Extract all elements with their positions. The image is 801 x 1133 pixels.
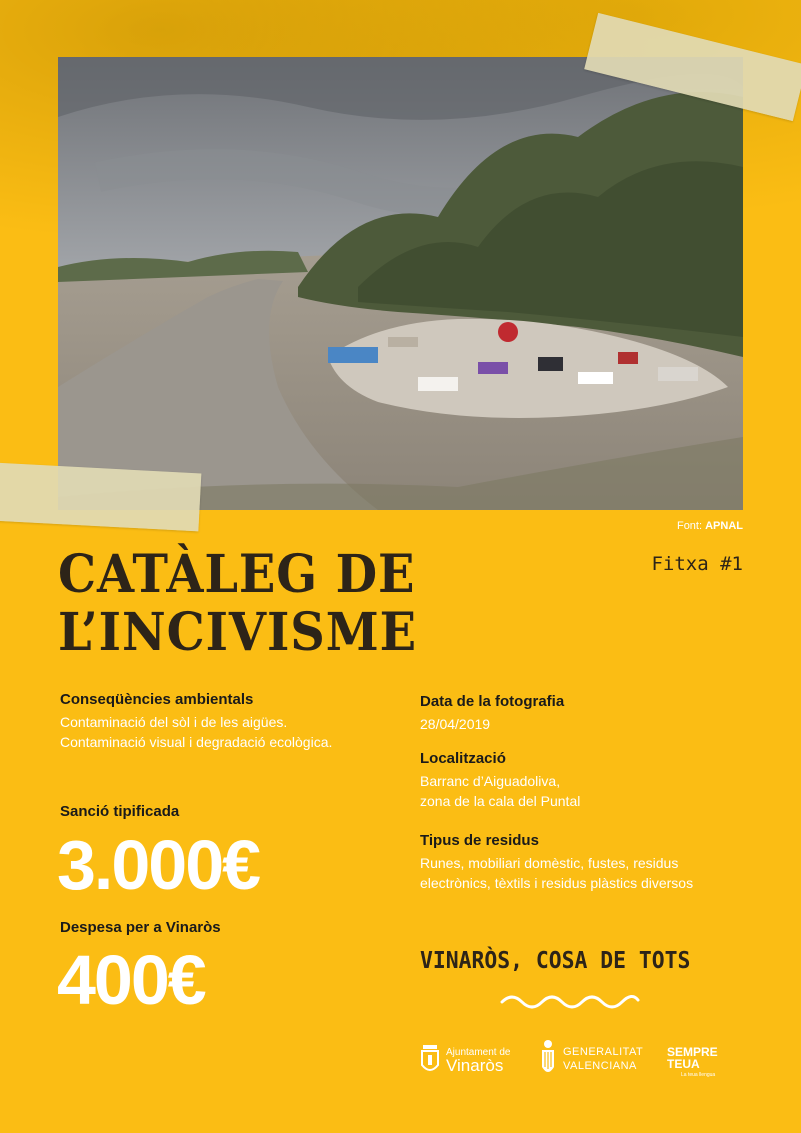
generalitat-line-2: VALENCIANA: [563, 1060, 637, 1072]
cost-amount: 400€: [57, 941, 205, 1019]
sempre-teua-line-2: TEUA: [667, 1057, 700, 1071]
waste-section: [420, 832, 693, 893]
logo-generalitat-valenciana: [540, 1039, 643, 1079]
credit-label: Font:: [676, 520, 703, 532]
tape-strip: [0, 463, 201, 532]
waste-line-2: electrònics, tèxtils i residus plàstics diversos: [420, 875, 694, 891]
sempre-teua-tagline: La teua llengua: [681, 1072, 716, 1078]
page-title: [58, 546, 448, 662]
logo-sempre-teua: [667, 1046, 718, 1078]
photo-credit: [677, 520, 743, 532]
sheet-number: Fitxa #1: [651, 553, 743, 575]
waste-line-1: Runes, mobiliari domèstic, fustes, residus: [420, 855, 679, 871]
wavy-line-decoration: [500, 990, 640, 1010]
title-line-1: CATÀLEG DE: [58, 544, 416, 605]
consequences-section: [60, 691, 332, 752]
credit-source: APNAL: [705, 520, 743, 532]
consequences-line-2: Contaminació visual i degradació ecològica.: [60, 734, 333, 750]
fine-section: [60, 803, 179, 820]
ajuntament-line-1: Ajuntament de: [446, 1047, 511, 1058]
slogan: VINARÒS, COSA DE TOTS: [420, 948, 691, 974]
location-line-1: Barranc d’Aiguadoliva,: [420, 773, 561, 789]
consequences-heading: Conseqüències ambientals: [60, 691, 254, 708]
photo-illustration: [58, 57, 743, 510]
ajuntament-line-2: Vinaròs: [446, 1056, 504, 1075]
coat-of-arms-icon: [420, 1043, 440, 1075]
consequences-line-1: Contaminació del sòl i de les aigües.: [60, 714, 288, 730]
photo-date-heading: Data de la fotografia: [420, 693, 565, 710]
logo-ajuntament-vinaros: [420, 1043, 511, 1075]
waste-heading: Tipus de residus: [420, 832, 539, 849]
title-line-2: L’INCIVISME: [58, 602, 417, 663]
location-line-2: zona de la cala del Puntal: [420, 793, 581, 809]
generalitat-emblem-icon: [540, 1039, 556, 1079]
cost-heading: Despesa per a Vinaròs: [60, 919, 221, 936]
illegal-dump-photo: [58, 57, 743, 510]
fine-amount: 3.000€: [57, 826, 260, 904]
generalitat-line-1: GENERALITAT: [563, 1046, 644, 1058]
photo-date-value: 28/04/2019: [420, 716, 491, 732]
fine-heading: Sanció tipificada: [60, 803, 180, 820]
location-section: [420, 750, 580, 811]
sempre-teua-line-1: SEMPRE: [667, 1045, 718, 1059]
cost-section: [60, 919, 221, 936]
location-heading: Localització: [420, 750, 506, 767]
photo-date-section: [420, 693, 564, 734]
